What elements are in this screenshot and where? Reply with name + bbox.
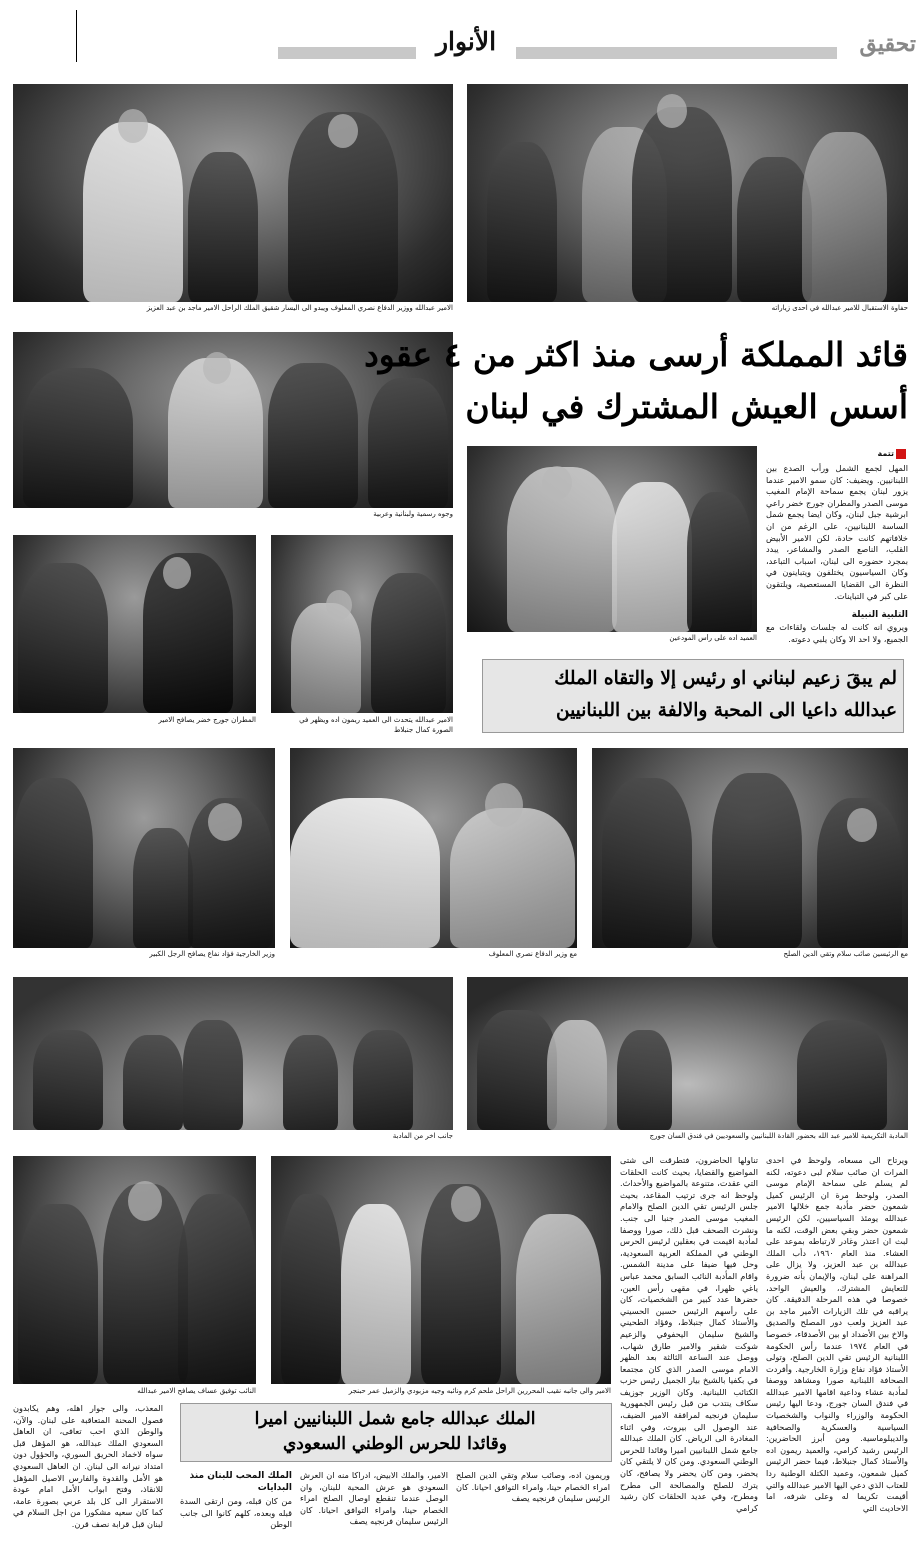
column-c-text: تناولها الحاضرون، فتطرقت الى شتى المواضيع والقضايا، بحيث كانت الحلقات التي عقدت، متنوعة بالمواضيع والأحداث. ولوحظ انه جرى ترتيب المقاعد، بحيث جلس الرئيس تقي الدين الصلح والامام المغيب موسى الصدر جنبا الى جنب. ونشرت الصحف قبل ذلك، صورا ووصفا لمأدبة اقيمت في بعقلين لرئيس الحرس الوطني في المملكة العربية السعودية، وحل فيها ضيفا على مدينة الشمس. واقام المأدبة النائب السابق محمد عباس ياغي ظهرا، في مقهى رأس العين، حضرها عدد كبير من الشخصيات، كان على رأسهم الرئيس حسين الحسيني والأستاذ كمال جنبلاط، وفؤاد الطحيني والشيخ سليمان اليحفوفي والزعيم شوكت شقير والامير طارق شهاب، ووصل عند الساعة الثالثة بعد الظهر الامام موسى الصدر الذي كان مجتمعا في بكفيا بالشيخ بيار الجميل رئيس حزب الكتائب اللبنانية. وكان الوزير جوزيف سكاف ينتدب من قبل رئيس الجمهورية سليمان فرنجيه لمرافقة الامير الضيف، عند الوصول الى بيروت، وفي اثناء المغادرة الى الرياض. كان الملك عبدالله جامع شمل اللبنانيين اميرا وقائدا للحرس الوطني السعودي. ومن كان لا يلتقي كان يحضر، ومن كان يحضر ولا يصافح، كان يترك للصلح والمصالحة الى مطرح ومطرح، وفي عديد الحلقات كان رشيد كرامي bbox=[620, 1155, 758, 1513]
caption-photo-13: الامير والى جانبه نقيب المحررين الراحل ملحم كرم ونائبه وجيه مزبودي والزميل عمر حبنجر bbox=[348, 1387, 611, 1395]
article-column-f bbox=[300, 1470, 448, 1540]
column-e-text: من كان قبله، ومن ارتقى السدة قبله وبعده، كلهم كانوا الى جانب الوطن bbox=[180, 1496, 292, 1530]
caption-photo-7: وزير الخارجية فؤاد نفاع يصافح الرجل الكبير bbox=[149, 950, 275, 958]
article-column-e bbox=[180, 1496, 292, 1540]
continued-tag: تتمة bbox=[877, 449, 894, 458]
newspaper-logo: الأنوار bbox=[416, 24, 516, 60]
subhead-noble-response: التلبية النبيلة bbox=[851, 610, 908, 620]
caption-photo-5: المطران جورج خضر يصافح الامير bbox=[158, 716, 256, 724]
caption-photo-6b: الصورة كمال جنبلاط bbox=[393, 726, 453, 734]
caption-photo-2: حفاوة الاستقبال للامير عبدالله في احدى زياراته bbox=[771, 304, 908, 312]
quote-2-line-2: وقائدا للحرس الوطني السعودي bbox=[282, 1434, 507, 1454]
column-a2-text: ويروي انه كانت له جلسات ولقاءات مع الجميع، ولا احد الا وكان يلبي دعوته. bbox=[766, 622, 908, 644]
quote-1-line-2: عبدالله داعيا الى المحبة والالفة بين اللبنانيين bbox=[556, 700, 897, 721]
photo-prince-defense-minister bbox=[13, 84, 453, 302]
column-g-text: وريمون اده، وصائب سلام وتقي الدين الصلح امراء الخصام حينا، وامراء التوافق احيانا. كان الرئيس سليمان فرنجيه يصف bbox=[456, 1470, 610, 1504]
photo-foreign-minister bbox=[13, 748, 275, 948]
caption-photo-9: مع الرئيسين صائب سلام وتقي الدين الصلح bbox=[783, 950, 908, 958]
caption-photo-4: العميد اده على رأس المودعين bbox=[669, 634, 757, 642]
headline-line-2: أسس العيش المشترك في لبنان bbox=[465, 387, 908, 426]
photo-press-syndicate bbox=[271, 1156, 611, 1384]
column-f-text: الامير، والملك الابيض، ادراكا منه ان العرش السعودي هو عرش المحبة للبنان، وان الوصل عندما تنقطع اوصال الصلح امراء الخصام حينا، وامراء التوافق احيانا. كان الرئيس سليمان فرنجيه يصف bbox=[300, 1470, 448, 1527]
quote-box-1 bbox=[482, 659, 904, 733]
photo-tawfiq-assaf bbox=[13, 1156, 256, 1384]
caption-photo-6a: الامير عبدالله يتحدث الى العميد ريمون اده ويظهر في bbox=[299, 716, 453, 724]
article-column-a2 bbox=[766, 622, 908, 648]
article-column-a bbox=[766, 463, 908, 608]
quote-box-2 bbox=[180, 1403, 612, 1462]
header-bar bbox=[278, 47, 837, 59]
headline-line-1: قائد المملكة أرسى منذ اكثر من ٤ عقود bbox=[364, 335, 908, 374]
section-title: تحقيق bbox=[859, 31, 916, 57]
column-a-text: المهل لجمع الشمل ورأب الصدع بين اللبنانيين. ويضيف: كان سمو الامير عندما يزور لبنان يجمع سماحة الإمام المغيب موسى الصدر والمطران جورج خضر راعي ابرشية جبل لبنان، وكان ايضا يجمع شمل الساسة اللبنانيين، على الرغم من ان خلافاتهم كانت حادة، لكن الامير الأبيض القلب، الناصع الصدر والمشاعر، يبدد بمجرد حضوره الى لبنان، اسباب التباعد، وكان السياسيون يختلفون ويتباينون في النظرة الى القضايا المستعصية، ويلتقون على كبر في التباينات. bbox=[766, 463, 908, 601]
caption-photo-11: المأدبة التكريمية للامير عبد الله بحضور القادة اللبنانيين والسعوديين في فندق السان جورج bbox=[649, 1132, 908, 1140]
article-column-g bbox=[456, 1470, 610, 1540]
caption-photo-1: الامير عبدالله ووزير الدفاع نصري المعلوف ويبدو الى اليسار شقيق الملك الراحل الامير ماجد بن عبد العزيز bbox=[146, 304, 453, 312]
column-d-text: المعذب، والى جوار اهله، وهم يكابدون فصول المحنة المتعاقبة على لبنان. والآن، والوطن الذي احب تعافى، ان العاهل السعودي الملك عبدالله، هو المؤهل قبل سواه لاخماد الحريق السوري، والحؤول دون امتداد نيرانه الى لبنان. ان العاهل السعودي هو الأمل والقدوة والفارس الاصيل المؤهل للانقاذ، وفتح ابواب الأمل امام عودة الاستقرار الى كل بلد عربي بصورة عامة، كما كان سعيه مشكورا من اجل السلام في لبنان قبل قرابة نصف قرن. bbox=[13, 1403, 163, 1529]
photo-bishop-khodr bbox=[13, 535, 256, 713]
caption-photo-10: جانب اخر من المأدبة bbox=[392, 1132, 453, 1140]
article-column-c bbox=[620, 1155, 758, 1538]
photo-saint-george-banquet bbox=[467, 977, 908, 1130]
photo-raymond-edde bbox=[271, 535, 453, 713]
caption-photo-12: النائب توفيق عساف يصافح الامير عبدالله bbox=[137, 1387, 256, 1395]
photo-warm-welcome bbox=[467, 84, 908, 302]
photo-two-presidents bbox=[592, 748, 908, 948]
photo-amid-farewell bbox=[467, 446, 757, 632]
header-rule-left bbox=[76, 10, 77, 62]
caption-photo-3: وجوه رسمية ولبنانية وعربية bbox=[373, 510, 453, 518]
photo-defense-minister-maalouf bbox=[290, 748, 577, 948]
article-column-b bbox=[766, 1155, 908, 1538]
column-b-text: ويرتاح الى مسعاه، ولوحظ في احدى المرات ان صائب سلام لبى دعوته، لكنه لم يسلم على سماحة الإمام موسى الصدر، ولوحظ مرة ان الرئيس كميل شمعون حضر مأدبة جمع خلالها الامير عبدالله يومئذ السياسيين، لكن الرئيس شمعون حضر وبقي بعض الوقت، لكنه ما لبث ان اعتذر وغادر لارتباطه بموعد على العشاء. منذ العام ١٩٦٠، دأب الملك عبدالله بن عبد العزيز، ولا يزال على المراهنة على لبنان، والإيمان بأنه ضرورة للتعايش المشترك، والعيش الواحد، خصوصا في هذه المرحلة الدقيقة. كان يراقبه في تلك الزيارات الأمير ماجد بن عبد العزيز ولعب دور المصلح والصديق والاخ بين الأضداد او بين الأصدقاء، خصوصا في العام ١٩٧٤ عندما رأس الحكومة اللبنانية الرئيس تقي الدين الصلح، وتولى الأستاذ فؤاد نفاع وزارة الخارجية. وأفردت الصحافة اللبنانية صورا ومشاهد ووصفا لمأدبة عشاء وداعية اقامها الامير عبدالله في فندق السان جورج، ودعا اليها رئيس الحكومة والوزراء والنواب والشخصيات السياسية والعسكرية والصحافية والديبلوماسية. ومن أبرز الحاضرين: الرئيس رشيد كرامي، والعميد ريمون اده والأستاذ كمال جنبلاط، فيما حضر الرئيس كميل شمعون، وعميد الكتلة الوطنية ردا للعتاب الذي دعي اليها الامير عبدالله والتي أقيمت تكريما له وعلى شرفه، اما الاحاديث التي bbox=[766, 1155, 908, 1513]
caption-photo-8: مع وزير الدفاع نصري المعلوف bbox=[488, 950, 577, 958]
quote-1-line-1: لم يبقَ زعيم لبناني او رئيس إلا والتقاه الملك bbox=[554, 668, 897, 689]
photo-banquet-side bbox=[13, 977, 453, 1130]
quote-2-line-1: الملك عبدالله جامع شمل اللبنانيين اميرا bbox=[254, 1409, 536, 1429]
continued-tag-marker bbox=[896, 449, 906, 459]
subhead-king-love-lebanon: الملك المحب للبنان منذ البدايات bbox=[189, 1471, 292, 1493]
article-column-d bbox=[13, 1403, 163, 1540]
